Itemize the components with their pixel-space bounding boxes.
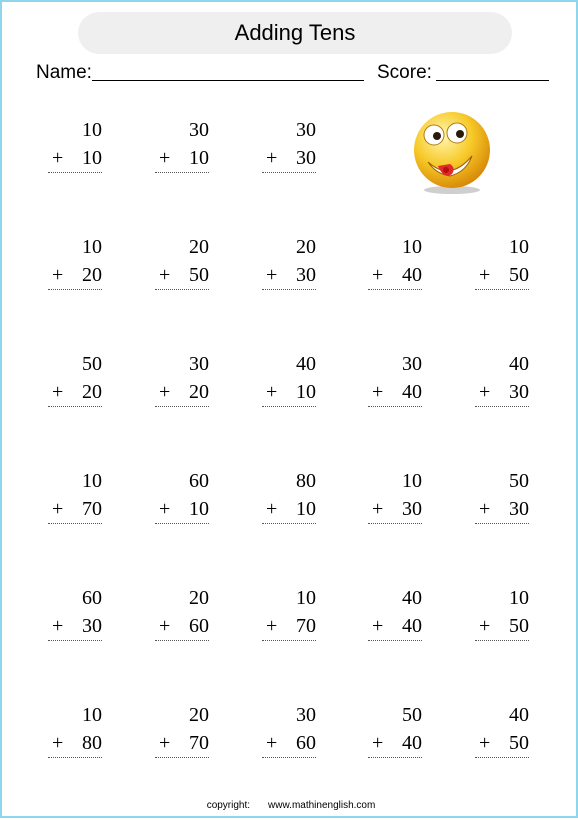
addend-bottom: 70 (82, 498, 102, 520)
addend-top: 30 (189, 353, 209, 375)
name-label: Name: (36, 62, 92, 83)
answer-line (48, 406, 102, 407)
addition-problem (155, 236, 215, 298)
addition-problem (262, 587, 322, 649)
addition-problem (48, 119, 108, 181)
plus-sign: + (159, 498, 171, 520)
plus-sign: + (372, 732, 384, 754)
plus-sign: + (52, 381, 64, 403)
answer-line (155, 640, 209, 641)
addition-problem (262, 236, 322, 298)
plus-sign: + (266, 498, 278, 520)
addition-problem (262, 470, 322, 532)
plus-sign: + (479, 381, 491, 403)
answer-line (48, 640, 102, 641)
plus-sign: + (159, 732, 171, 754)
answer-line (262, 172, 316, 173)
addend-top: 10 (509, 236, 529, 258)
answer-line (368, 289, 422, 290)
addend-bottom: 20 (189, 381, 209, 403)
plus-sign: + (52, 147, 64, 169)
addition-problem (368, 236, 428, 298)
answer-line (155, 757, 209, 758)
addend-top: 30 (402, 353, 422, 375)
addend-top: 40 (296, 353, 316, 375)
plus-sign: + (479, 732, 491, 754)
addend-bottom: 50 (189, 264, 209, 286)
addition-problem (368, 353, 428, 415)
addend-top: 60 (189, 470, 209, 492)
addend-bottom: 10 (82, 147, 102, 169)
answer-line (475, 289, 529, 290)
addend-bottom: 50 (509, 615, 529, 637)
plus-sign: + (479, 498, 491, 520)
addition-problem (368, 470, 428, 532)
addition-problem (368, 587, 428, 649)
addition-problem (475, 353, 535, 415)
answer-line (368, 640, 422, 641)
addend-top: 20 (189, 236, 209, 258)
addend-bottom: 20 (82, 264, 102, 286)
addend-bottom: 20 (82, 381, 102, 403)
addition-problem (475, 236, 535, 298)
addition-problem (155, 704, 215, 766)
score-label: Score: (377, 62, 432, 83)
addition-problem (475, 704, 535, 766)
addend-bottom: 30 (82, 615, 102, 637)
footer (2, 800, 578, 811)
addend-top: 10 (296, 587, 316, 609)
plus-sign: + (52, 498, 64, 520)
addend-top: 20 (189, 704, 209, 726)
addend-top: 20 (296, 236, 316, 258)
addend-top: 10 (82, 470, 102, 492)
answer-line (368, 523, 422, 524)
addition-problem (262, 704, 322, 766)
addition-problem (155, 470, 215, 532)
answer-line (475, 406, 529, 407)
plus-sign: + (159, 615, 171, 637)
addend-bottom: 50 (509, 732, 529, 754)
plus-sign: + (159, 264, 171, 286)
addend-top: 50 (82, 353, 102, 375)
addend-top: 40 (509, 704, 529, 726)
plus-sign: + (266, 732, 278, 754)
addend-top: 10 (402, 236, 422, 258)
copyright-label: copyright: (206, 800, 251, 811)
addend-bottom: 40 (402, 615, 422, 637)
answer-line (262, 523, 316, 524)
addend-top: 40 (509, 353, 529, 375)
answer-line (262, 757, 316, 758)
smiley-face-icon (410, 110, 494, 194)
answer-line (48, 289, 102, 290)
answer-line (48, 757, 102, 758)
addend-top: 50 (509, 470, 529, 492)
addition-problem (48, 704, 108, 766)
answer-line (475, 640, 529, 641)
addition-problem (155, 587, 215, 649)
addition-problem (155, 353, 215, 415)
addend-bottom: 50 (509, 264, 529, 286)
addend-top: 10 (82, 236, 102, 258)
plus-sign: + (372, 264, 384, 286)
plus-sign: + (266, 381, 278, 403)
addend-bottom: 10 (296, 498, 316, 520)
site-link[interactable]: www.mathinenglish.com (268, 800, 376, 811)
answer-line (475, 523, 529, 524)
plus-sign: + (159, 147, 171, 169)
plus-sign: + (266, 615, 278, 637)
answer-line (368, 406, 422, 407)
plus-sign: + (159, 381, 171, 403)
plus-sign: + (372, 498, 384, 520)
addition-problem (475, 587, 535, 649)
addition-problem (155, 119, 215, 181)
addend-bottom: 30 (296, 264, 316, 286)
addend-top: 30 (296, 704, 316, 726)
addend-bottom: 30 (296, 147, 316, 169)
addend-bottom: 40 (402, 732, 422, 754)
plus-sign: + (372, 615, 384, 637)
plus-sign: + (52, 264, 64, 286)
addend-bottom: 10 (296, 381, 316, 403)
answer-line (48, 172, 102, 173)
plus-sign: + (372, 381, 384, 403)
addend-bottom: 70 (296, 615, 316, 637)
addend-top: 10 (82, 704, 102, 726)
addend-bottom: 30 (402, 498, 422, 520)
addition-problem (48, 353, 108, 415)
answer-line (48, 523, 102, 524)
addend-top: 40 (402, 587, 422, 609)
answer-line (155, 172, 209, 173)
addend-top: 60 (82, 587, 102, 609)
answer-line (262, 640, 316, 641)
addition-problem (48, 470, 108, 532)
answer-line (368, 757, 422, 758)
addend-bottom: 30 (509, 381, 529, 403)
addend-bottom: 10 (189, 498, 209, 520)
addend-top: 30 (296, 119, 316, 141)
addend-top: 80 (296, 470, 316, 492)
answer-line (155, 406, 209, 407)
addend-top: 20 (189, 587, 209, 609)
addend-bottom: 40 (402, 381, 422, 403)
answer-line (475, 757, 529, 758)
addend-bottom: 10 (189, 147, 209, 169)
addition-problem (368, 704, 428, 766)
addend-bottom: 70 (189, 732, 209, 754)
addend-top: 10 (509, 587, 529, 609)
plus-sign: + (266, 264, 278, 286)
addition-problem (475, 470, 535, 532)
addend-bottom: 40 (402, 264, 422, 286)
title-text: Adding Tens (234, 20, 356, 45)
answer-line (262, 289, 316, 290)
plus-sign: + (479, 615, 491, 637)
addend-top: 50 (402, 704, 422, 726)
addition-problem (48, 236, 108, 298)
answer-line (262, 406, 316, 407)
plus-sign: + (52, 615, 64, 637)
addend-top: 10 (82, 119, 102, 141)
addition-problem (262, 119, 322, 181)
addend-bottom: 60 (189, 615, 209, 637)
addend-top: 30 (189, 119, 209, 141)
answer-line (155, 523, 209, 524)
addition-problem (48, 587, 108, 649)
plus-sign: + (479, 264, 491, 286)
plus-sign: + (266, 147, 278, 169)
addend-bottom: 30 (509, 498, 529, 520)
answer-line (155, 289, 209, 290)
addend-top: 10 (402, 470, 422, 492)
addition-problem (262, 353, 322, 415)
plus-sign: + (52, 732, 64, 754)
addend-bottom: 80 (82, 732, 102, 754)
addend-bottom: 60 (296, 732, 316, 754)
